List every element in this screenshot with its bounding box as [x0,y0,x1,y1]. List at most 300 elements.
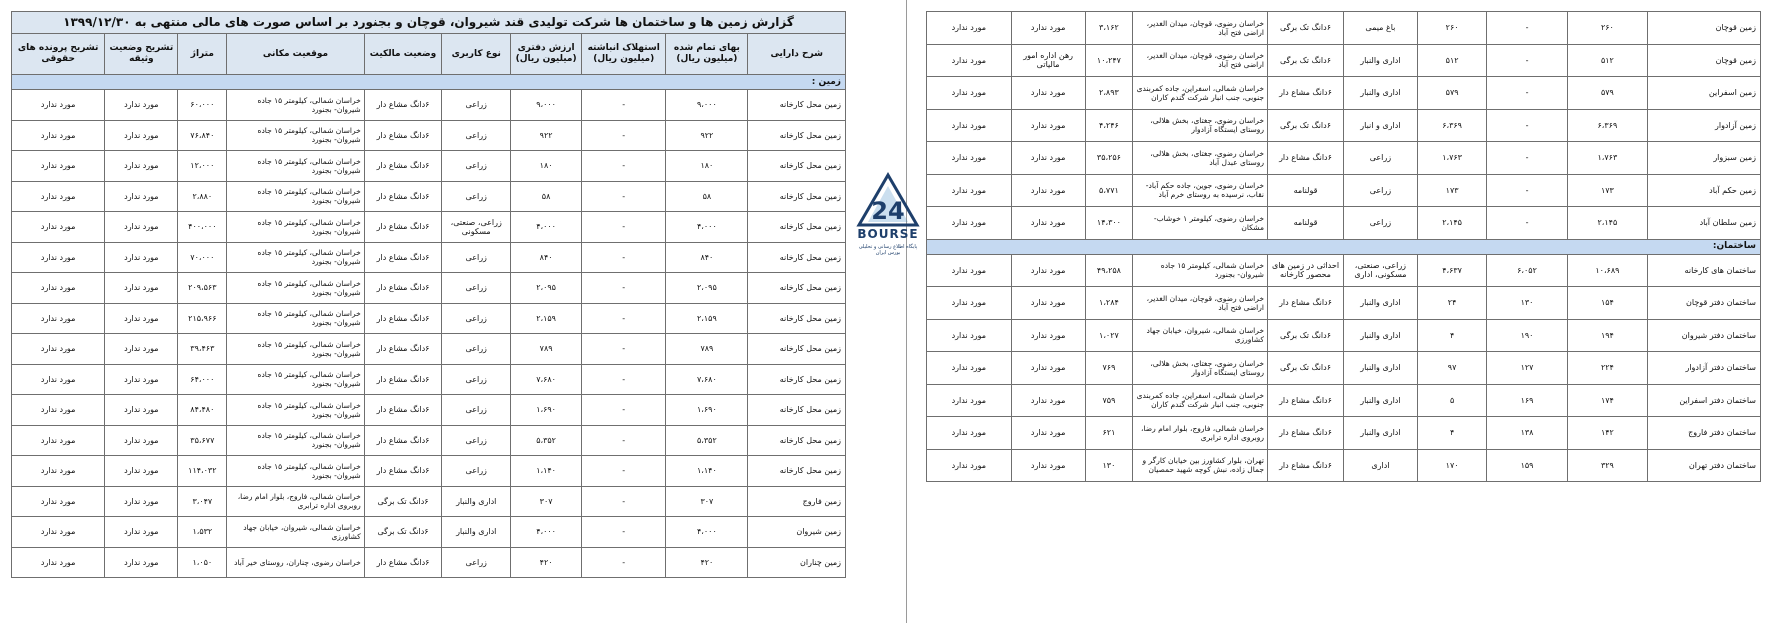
cell-book-value: ۴،۶۳۷ [1417,254,1487,287]
cell-ownership-status: ۶دانگ مشاع دار [364,212,442,243]
cell-collateral-status: مورد ندارد [105,212,178,243]
cell-legal-cases: مورد ندارد [12,547,105,578]
cell-location: خراسان شمالی، شیروان، خیابان جهاد کشاورزی [227,517,365,548]
cell-ownership-status: ۶دانگ مشاع دار [364,242,442,273]
cell-legal-cases: مورد ندارد [12,120,105,151]
cell-asset-description: زمین فاروج [748,486,846,517]
table-row [927,109,1761,142]
cell-legal-cases: مورد ندارد [927,77,1012,110]
cell-legal-cases: مورد ندارد [927,207,1012,240]
cell-location: خراسان شمالی، کیلومتر ۱۵ جاده شیروان- بجنورد [227,151,365,182]
cell-asset-description: ساختمان دفتر اسفراین [1648,384,1761,417]
cell-usage-type: زراعی [442,547,511,578]
cell-ownership-status: ۶دانگ مشاع دار [364,90,442,121]
cell-asset-description: زمین محل کارخانه [748,456,846,487]
cell-book-value: ۴ [1417,319,1487,352]
header-accumulated-depreciation: استهلاک انباشته (میلیون ریال) [582,34,666,75]
cell-collateral-status: مورد ندارد [105,395,178,426]
cell-legal-cases: مورد ندارد [927,287,1012,320]
cell-accumulated-depreciation: ۱۶۹ [1487,384,1567,417]
cell-ownership-status: ۶دانگ مشاع دار [1267,77,1343,110]
cell-collateral-status: مورد ندارد [1011,352,1085,385]
cell-location: خراسان رضوی، چناران، روستای خیر آباد [227,547,365,578]
cell-asset-description: زمین اسفراین [1648,77,1761,110]
cell-ownership-status: ۶دانگ تک برگی [1267,109,1343,142]
cell-collateral-status: مورد ندارد [1011,254,1085,287]
cell-accumulated-depreciation: - [582,181,666,212]
cell-cost: ۹،۰۰۰ [666,90,748,121]
cell-accumulated-depreciation: - [582,547,666,578]
cell-ownership-status: ۶دانگ تک برگی [1267,352,1343,385]
cell-accumulated-depreciation: - [582,273,666,304]
table-row [927,12,1761,45]
cell-legal-cases: مورد ندارد [12,425,105,456]
cell-asset-description: ساختمان دفتر شیروان [1648,319,1761,352]
table-row [12,547,846,578]
cell-legal-cases: مورد ندارد [927,352,1012,385]
cell-usage-type: زراعی [442,364,511,395]
cell-area: ۳،۰۴۷ [178,486,227,517]
cell-accumulated-depreciation: ۱۳۸ [1487,417,1567,450]
cell-location: خراسان شمالی، کیلومتر ۱۵ جاده شیروان- بجنورد [227,90,365,121]
cell-legal-cases: مورد ندارد [12,456,105,487]
cell-area: ۱۲،۰۰۰ [178,151,227,182]
land-table-left [11,11,846,578]
cell-cost: ۴۲۰ [666,547,748,578]
cell-asset-description: زمین محل کارخانه [748,395,846,426]
cell-usage-type: زراعی [442,120,511,151]
cell-collateral-status: مورد ندارد [105,334,178,365]
cell-legal-cases: مورد ندارد [927,109,1012,142]
cell-location: خراسان شمالی، کیلومتر ۱۵ جاده شیروان- بجنورد [227,425,365,456]
cell-asset-description: زمین قوچان [1648,12,1761,45]
cell-accumulated-depreciation: ۱۲۷ [1487,352,1567,385]
header-area: متراژ [178,34,227,75]
cell-usage-type: زراعی، صنعتی، مسکونی [442,212,511,243]
table-row [12,517,846,548]
cell-asset-description: زمین حکم آباد [1648,174,1761,207]
cell-cost: ۱۴۲ [1567,417,1647,450]
cell-legal-cases: مورد ندارد [12,151,105,182]
cell-book-value: ۹۲۲ [511,120,582,151]
cell-usage-type: زراعی [442,90,511,121]
cell-location: خراسان شمالی، کیلومتر ۱۵ جاده شیروان- بجنورد [227,181,365,212]
cell-collateral-status: مورد ندارد [1011,449,1085,482]
cell-accumulated-depreciation: - [1487,12,1567,45]
cell-legal-cases: مورد ندارد [927,319,1012,352]
cell-collateral-status: مورد ندارد [105,364,178,395]
cell-location: تهران، بلوار کشاورز بین خیابان کارگر و جمال زاده، نبش کوچه شهید حمصیان [1133,449,1268,482]
cell-location: خراسان رضوی، قوچان، میدان الغدیر، اراضی فتح آباد [1133,44,1268,77]
cell-book-value: ۲،۱۵۹ [511,303,582,334]
cell-usage-type: زراعی [442,425,511,456]
cell-area: ۶۲۱ [1085,417,1133,450]
cell-location: خراسان رضوی، جغتای، بخش هلالی، روستای ایستگاه آزادوار [1133,109,1268,142]
cell-area: ۷۶،۸۴۰ [178,120,227,151]
cell-asset-description: زمین محل کارخانه [748,181,846,212]
cell-ownership-status: ۶دانگ تک برگی [1267,12,1343,45]
cell-location: خراسان رضوی، جغتای، بخش هلالی، روستای ایستگاه آزادوار [1133,352,1268,385]
cell-accumulated-depreciation: ۱۵۹ [1487,449,1567,482]
cell-area: ۶۰،۰۰۰ [178,90,227,121]
cell-usage-type: زراعی [1344,142,1418,175]
cell-book-value: ۹،۰۰۰ [511,90,582,121]
cell-ownership-status: ۶دانگ مشاع دار [1267,417,1343,450]
cell-legal-cases: مورد ندارد [927,417,1012,450]
cell-collateral-status: مورد ندارد [105,456,178,487]
table-row [927,207,1761,240]
header-asset-description: شرح دارایی [748,34,846,75]
cell-cost: ۵۸ [666,181,748,212]
cell-legal-cases: مورد ندارد [927,254,1012,287]
cell-asset-description: ساختمان دفتر فاروج [1648,417,1761,450]
cell-usage-type: اداری [1344,449,1418,482]
table-row [927,417,1761,450]
table-row [12,151,846,182]
header-location: موقعیت مکانی [227,34,365,75]
cell-asset-description: زمین محل کارخانه [748,151,846,182]
table-row [12,486,846,517]
cell-accumulated-depreciation: ۱۳۰ [1487,287,1567,320]
table-row [12,181,846,212]
cell-asset-description: ساختمان های کارخانه [1648,254,1761,287]
header-usage-type: نوع کاربری [442,34,511,75]
cell-location: خراسان شمالی، کیلومتر ۱۵ جاده شیروان- بجنورد [227,273,365,304]
logo-number: 24 [871,197,905,225]
cell-usage-type: زراعی [442,303,511,334]
cell-area: ۱۱۴،۰۳۲ [178,456,227,487]
cell-asset-description: زمین محل کارخانه [748,212,846,243]
table-row [12,242,846,273]
cell-asset-description: زمین محل کارخانه [748,303,846,334]
cell-accumulated-depreciation: - [1487,142,1567,175]
cell-asset-description: زمین محل کارخانه [748,364,846,395]
cell-cost: ۲۶۰ [1567,12,1647,45]
cell-book-value: ۴،۰۰۰ [511,212,582,243]
cell-book-value: ۱،۶۹۰ [511,395,582,426]
cell-area: ۷۰،۰۰۰ [178,242,227,273]
table-row [927,352,1761,385]
cell-collateral-status: مورد ندارد [105,273,178,304]
cell-legal-cases: مورد ندارد [927,449,1012,482]
cell-book-value: ۱۸۰ [511,151,582,182]
cell-collateral-status: مورد ندارد [1011,109,1085,142]
cell-accumulated-depreciation: ۶،۰۵۲ [1487,254,1567,287]
cell-ownership-status: ۶دانگ مشاع دار [1267,384,1343,417]
table-row [12,90,846,121]
cell-accumulated-depreciation: - [582,486,666,517]
cell-area: ۳۹،۴۶۳ [178,334,227,365]
cell-ownership-status: ۶دانگ مشاع دار [364,273,442,304]
cell-accumulated-depreciation: - [1487,174,1567,207]
cell-legal-cases: مورد ندارد [12,303,105,334]
cell-cost: ۴،۰۰۰ [666,517,748,548]
table-row [927,287,1761,320]
cell-collateral-status: مورد ندارد [1011,384,1085,417]
cell-accumulated-depreciation: - [1487,44,1567,77]
cell-cost: ۴،۰۰۰ [666,212,748,243]
cell-book-value: ۸۴۰ [511,242,582,273]
cell-area: ۴۹،۲۵۸ [1085,254,1133,287]
cell-location: خراسان شمالی، اسفراین، جاده کمربندی جنوبی، جنب انبار شرکت گندم کاران [1133,384,1268,417]
cell-usage-type: اداری والنبار [1344,417,1418,450]
cell-ownership-status: ۶دانگ مشاع دار [1267,287,1343,320]
bourse24-logo [855,172,921,260]
cell-ownership-status: ۶دانگ مشاع دار [364,425,442,456]
cell-collateral-status: مورد ندارد [105,151,178,182]
cell-cost: ۱۵۴ [1567,287,1647,320]
cell-asset-description: ساختمان دفتر آزادوار [1648,352,1761,385]
cell-location: خراسان شمالی، فاروج، بلوار امام رضا، روبروی اداره ترابری [1133,417,1268,450]
cell-asset-description: زمین محل کارخانه [748,334,846,365]
cell-location: خراسان شمالی، کیلومتر ۱۵ جاده شیروان- بجنورد [227,364,365,395]
cell-ownership-status: ۶دانگ مشاع دار [364,181,442,212]
cell-ownership-status: ۶دانگ مشاع دار [1267,449,1343,482]
cell-legal-cases: مورد ندارد [12,181,105,212]
cell-asset-description: زمین محل کارخانه [748,425,846,456]
cell-area: ۸۴،۴۸۰ [178,395,227,426]
cell-legal-cases: مورد ندارد [12,273,105,304]
cell-area: ۲۱۵،۹۶۶ [178,303,227,334]
table-row [12,120,846,151]
cell-location: خراسان شمالی، کیلومتر ۱۵ جاده شیروان- بجنورد [227,212,365,243]
cell-cost: ۱۰،۶۸۹ [1567,254,1647,287]
cell-book-value: ۵۱۲ [1417,44,1487,77]
cell-accumulated-depreciation: - [1487,77,1567,110]
cell-ownership-status: قولنامه [1267,174,1343,207]
cell-usage-type: زراعی [442,151,511,182]
cell-legal-cases: مورد ندارد [927,44,1012,77]
table-row [927,254,1761,287]
cell-asset-description: زمین محل کارخانه [748,273,846,304]
table-row [12,456,846,487]
cell-usage-type: زراعی [442,334,511,365]
cell-area: ۴۰۰،۰۰۰ [178,212,227,243]
cell-cost: ۱۸۰ [666,151,748,182]
cell-cost: ۳۲۹ [1567,449,1647,482]
table-row [12,395,846,426]
cell-legal-cases: مورد ندارد [12,90,105,121]
cell-accumulated-depreciation: - [582,303,666,334]
cell-usage-type: زراعی [442,273,511,304]
cell-book-value: ۳۰۷ [511,486,582,517]
section-label-land: زمین : [12,75,846,90]
cell-area: ۲،۸۹۳ [1085,77,1133,110]
cell-legal-cases: مورد ندارد [927,174,1012,207]
cell-location: خراسان شمالی، کیلومتر ۱۵ جاده شیروان- بجنورد [227,456,365,487]
cell-asset-description: زمین محل کارخانه [748,120,846,151]
cell-usage-type: اداری والنبار [1344,352,1418,385]
section-label-buildings: ساختمان: [927,239,1761,254]
cell-area: ۶۴،۰۰۰ [178,364,227,395]
cell-legal-cases: مورد ندارد [12,517,105,548]
cell-area: ۳،۱۶۲ [1085,12,1133,45]
cell-legal-cases: مورد ندارد [927,142,1012,175]
cell-accumulated-depreciation: - [582,120,666,151]
cell-cost: ۲،۱۴۵ [1567,207,1647,240]
header-legal-cases: تشریح پرونده های حقوقی [12,34,105,75]
cell-cost: ۷،۶۸۰ [666,364,748,395]
cell-asset-description: زمین سبزوار [1648,142,1761,175]
cell-legal-cases: مورد ندارد [12,212,105,243]
cell-area: ۷۵۹ [1085,384,1133,417]
report-title: گزارش زمین ها و ساختمان ها شرکت تولیدی قند شیروان، قوچان و بجنورد بر اساس صورت های مالی منتهی به ۱۳۹۹/۱۲/۳۰ [12,12,846,34]
cell-ownership-status: ۶دانگ مشاع دار [1267,142,1343,175]
cell-collateral-status: مورد ندارد [1011,319,1085,352]
cell-book-value: ۲،۰۹۵ [511,273,582,304]
cell-location: خراسان رضوی، قوچان، میدان الغدیر، اراضی فتح آباد [1133,12,1268,45]
cell-collateral-status: مورد ندارد [1011,287,1085,320]
cell-collateral-status: مورد ندارد [1011,207,1085,240]
cell-book-value: ۴ [1417,417,1487,450]
cell-accumulated-depreciation: - [582,242,666,273]
cell-asset-description: زمین سلطان آباد [1648,207,1761,240]
cell-ownership-status: ۶دانگ مشاع دار [364,334,442,365]
cell-cost: ۱،۷۶۳ [1567,142,1647,175]
cell-collateral-status: مورد ندارد [1011,77,1085,110]
cell-ownership-status: احداثی در زمین های محصور کارخانه [1267,254,1343,287]
cell-accumulated-depreciation: ۱۹۰ [1487,319,1567,352]
cell-collateral-status: مورد ندارد [105,242,178,273]
cell-location: خراسان رضوی، کیلومتر ۱ خوشاب- مشکان [1133,207,1268,240]
table-row [927,77,1761,110]
cell-legal-cases: مورد ندارد [927,12,1012,45]
table-row [12,212,846,243]
cell-ownership-status: ۶دانگ مشاع دار [364,151,442,182]
cell-collateral-status: مورد ندارد [105,517,178,548]
cell-location: خراسان رضوی، قوچان، میدان الغدیر، اراضی فتح آباد [1133,287,1268,320]
cell-asset-description: زمین چناران [748,547,846,578]
cell-cost: ۵۱۲ [1567,44,1647,77]
cell-book-value: ۵،۳۵۲ [511,425,582,456]
header-book-value: ارزش دفتری (میلیون ریال) [511,34,582,75]
cell-asset-description: ساختمان دفتر قوچان [1648,287,1761,320]
cell-area: ۳۵،۲۵۶ [1085,142,1133,175]
cell-collateral-status: مورد ندارد [105,486,178,517]
table-row [927,449,1761,482]
cell-cost: ۵۷۹ [1567,77,1647,110]
cell-area: ۱۴،۳۰۰ [1085,207,1133,240]
cell-ownership-status: ۶دانگ مشاع دار [364,303,442,334]
cell-area: ۱،۰۵۰ [178,547,227,578]
cell-area: ۱،۵۳۲ [178,517,227,548]
cell-cost: ۱۹۴ [1567,319,1647,352]
cell-ownership-status: ۶دانگ مشاع دار [364,547,442,578]
cell-usage-type: اداری والنبار [442,486,511,517]
cell-ownership-status: ۶دانگ مشاع دار [364,395,442,426]
cell-location: خراسان شمالی، کیلومتر ۱۵ جاده شیروان- بجنورد [227,303,365,334]
cell-ownership-status: ۶دانگ مشاع دار [364,364,442,395]
cell-collateral-status: مورد ندارد [105,303,178,334]
cell-book-value: ۵۷۹ [1417,77,1487,110]
cell-ownership-status: ۶دانگ تک برگی [1267,44,1343,77]
cell-book-value: ۲۴ [1417,287,1487,320]
cell-usage-type: زراعی [1344,207,1418,240]
cell-collateral-status: رهن اداره امور مالیاتی [1011,44,1085,77]
cell-usage-type: اداری والنبار [442,517,511,548]
cell-cost: ۲،۱۵۹ [666,303,748,334]
cell-usage-type: اداری و انبار [1344,109,1418,142]
cell-ownership-status: ۶دانگ تک برگی [1267,319,1343,352]
cell-accumulated-depreciation: - [1487,207,1567,240]
cell-cost: ۵،۳۵۲ [666,425,748,456]
cell-area: ۱۳۰ [1085,449,1133,482]
cell-book-value: ۱،۷۶۳ [1417,142,1487,175]
cell-cost: ۸۴۰ [666,242,748,273]
cell-book-value: ۶،۳۶۹ [1417,109,1487,142]
cell-location: خراسان شمالی، کیلومتر ۱۵ جاده شیروان- بجنورد [227,120,365,151]
cell-cost: ۷۸۹ [666,334,748,365]
cell-accumulated-depreciation: - [582,395,666,426]
cell-book-value: ۷،۶۸۰ [511,364,582,395]
cell-collateral-status: مورد ندارد [105,547,178,578]
cell-usage-type: اداری والنبار [1344,384,1418,417]
cell-location: خراسان شمالی، شیروان، خیابان جهاد کشاورزی [1133,319,1268,352]
cell-book-value: ۲۶۰ [1417,12,1487,45]
cell-asset-description: زمین شیروان [748,517,846,548]
cell-usage-type: باغ میمی [1344,12,1418,45]
logo-tagline: پایگاه اطلاع رسانی و تحلیلی بورس ایران [858,244,918,256]
table-row [12,303,846,334]
cell-legal-cases: مورد ندارد [12,486,105,517]
cell-asset-description: زمین محل کارخانه [748,90,846,121]
cell-collateral-status: مورد ندارد [1011,12,1085,45]
cell-book-value: ۱۷۳ [1417,174,1487,207]
cell-book-value: ۷۸۹ [511,334,582,365]
cell-area: ۵،۷۷۱ [1085,174,1133,207]
cell-legal-cases: مورد ندارد [12,334,105,365]
cell-legal-cases: مورد ندارد [927,384,1012,417]
cell-usage-type: اداری والنبار [1344,287,1418,320]
cell-location: خراسان شمالی، فاروج، بلوار امام رضا، روبروی اداره ترابری [227,486,365,517]
cell-collateral-status: مورد ندارد [1011,142,1085,175]
cell-book-value: ۲،۱۴۵ [1417,207,1487,240]
table-row [927,384,1761,417]
cell-ownership-status: ۶دانگ مشاع دار [364,120,442,151]
cell-book-value: ۵ [1417,384,1487,417]
cell-cost: ۲،۰۹۵ [666,273,748,304]
cell-book-value: ۹۷ [1417,352,1487,385]
cell-ownership-status: ۶دانگ مشاع دار [364,456,442,487]
cell-cost: ۹۲۲ [666,120,748,151]
cell-usage-type: اداری والنبار [1344,44,1418,77]
table-row [927,319,1761,352]
cell-cost: ۲۲۴ [1567,352,1647,385]
cell-legal-cases: مورد ندارد [12,395,105,426]
header-cost: بهای تمام شده (میلیون ریال) [666,34,748,75]
cell-cost: ۶،۳۶۹ [1567,109,1647,142]
cell-asset-description: ساختمان دفتر تهران [1648,449,1761,482]
header-collateral-status: تشریح وضعیت وثیقه [105,34,178,75]
cell-legal-cases: مورد ندارد [12,242,105,273]
logo-emblem-icon [855,172,921,228]
cell-area: ۱،۲۸۴ [1085,287,1133,320]
cell-location: خراسان شمالی، کیلومتر ۱۵ جاده شیروان- بجنورد [227,395,365,426]
cell-area: ۱،۰۲۷ [1085,319,1133,352]
table-row [927,44,1761,77]
header-ownership-status: وضعیت مالکیت [364,34,442,75]
table-row [12,273,846,304]
cell-usage-type: زراعی [1344,174,1418,207]
table-row [12,364,846,395]
cell-area: ۲،۸۸۰ [178,181,227,212]
cell-cost: ۳۰۷ [666,486,748,517]
cell-accumulated-depreciation: - [1487,109,1567,142]
table-row [927,174,1761,207]
cell-accumulated-depreciation: - [582,364,666,395]
cell-book-value: ۱،۱۴۰ [511,456,582,487]
cell-usage-type: زراعی [442,395,511,426]
